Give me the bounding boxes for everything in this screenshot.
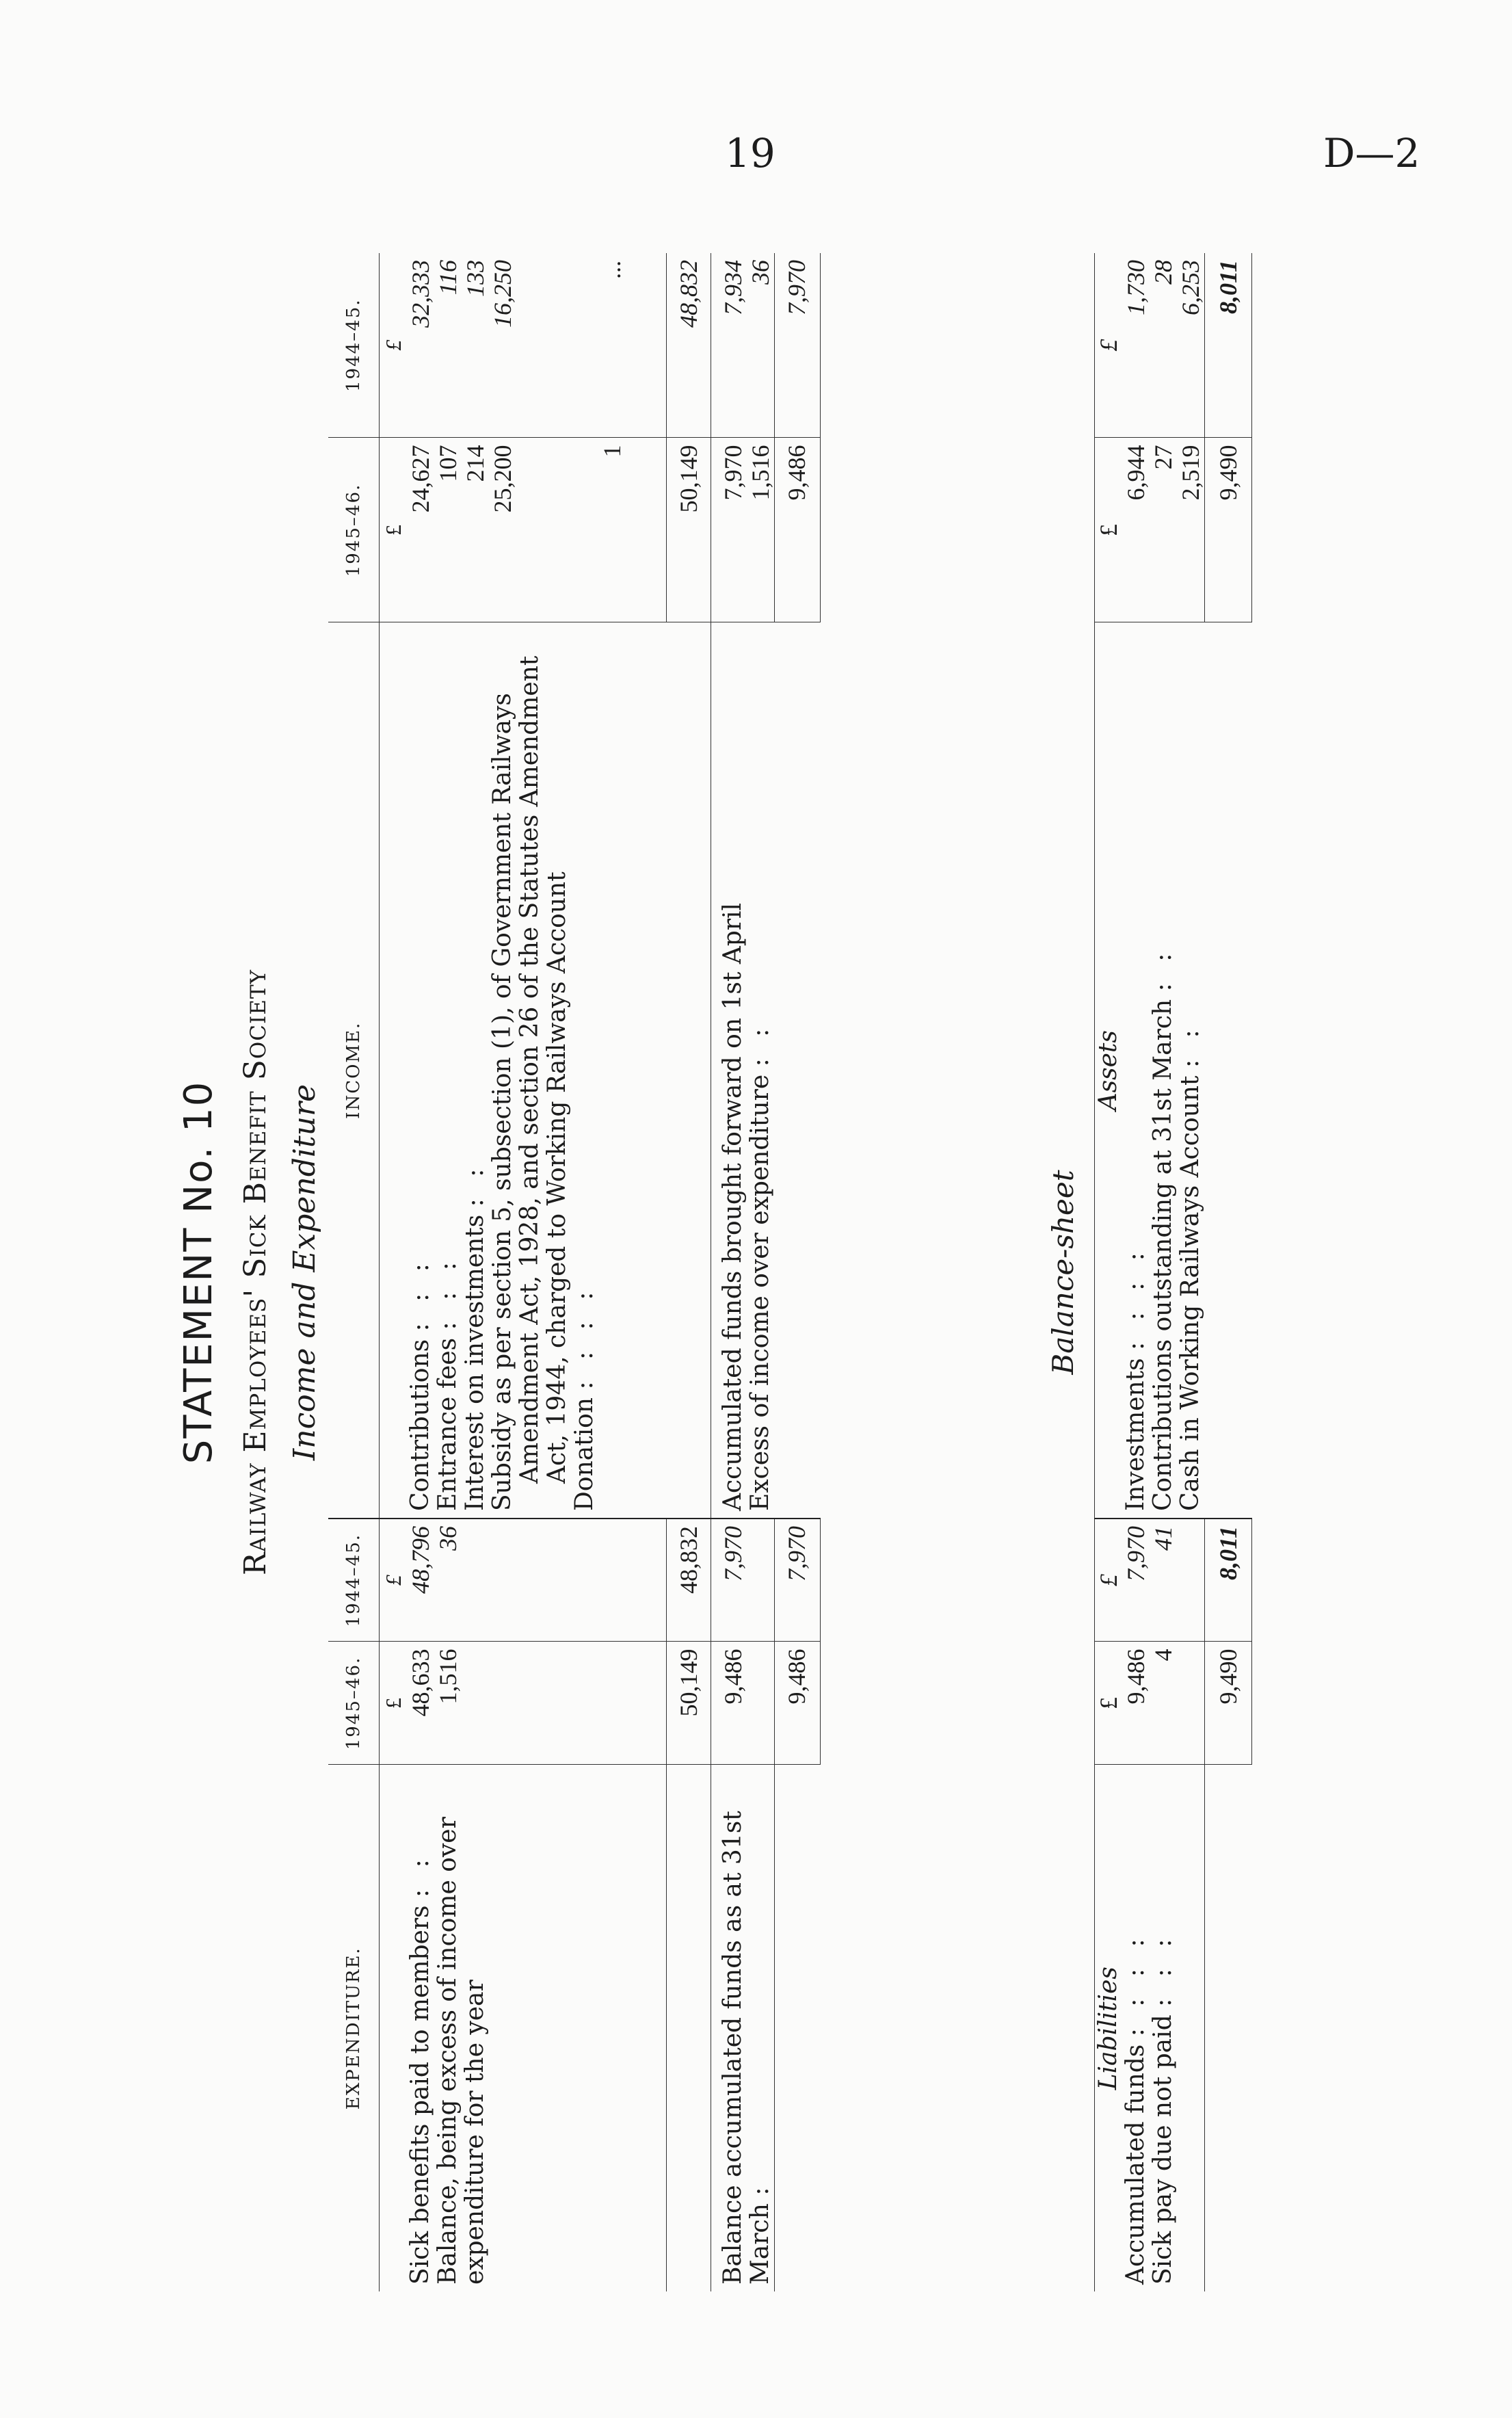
rotated-statement [157, 233, 1375, 2312]
list-item: Excess of income over expenditure : : [746, 1021, 774, 1511]
funds-prior-values: 7,934 36 [711, 253, 775, 438]
liabilities-rows [1122, 1765, 1205, 2291]
currency-symbol: £ [379, 1642, 407, 1765]
liabilities-total-current: 9,490 [1205, 1642, 1252, 1765]
balance-total-prior: 7,970 [775, 1519, 821, 1642]
list-item: Subsidy as per section 5, subsection (1), of Government Railways Amendment Act, 1928, and section 26 of the Statutes Amendment Act, 1944, charged to Working Railways Account [488, 655, 571, 1511]
funds-total-prior: 7,970 [775, 253, 821, 438]
balance-current: 9,486 [711, 1642, 775, 1765]
assets-prior-values: 1,730 28 6,253 [1122, 253, 1205, 438]
income-total-prior: 48,832 [667, 253, 711, 438]
currency-symbol: £ [379, 438, 407, 622]
list-item: Interest on investments : : [460, 1161, 489, 1511]
expenditure-total-current: 50,149 [667, 1642, 711, 1765]
funds-total-current: 9,486 [775, 438, 821, 622]
balance-row-label: Balance accumulated funds as at 31st March : [711, 1765, 775, 2291]
statement-title: STATEMENT No. 10 [176, 1080, 221, 1464]
list-item: Sick pay due not paid : : : [1149, 1932, 1177, 2285]
society-name: Railway Employees' Sick Benefit Society [238, 969, 273, 1575]
page-number: 19 [725, 130, 775, 176]
list-item: Accumulated funds : : : : [1122, 1932, 1150, 2285]
year-prior-header: 1944–45. [328, 253, 379, 438]
list-item: Accumulated funds brought forward on 1st April [719, 902, 747, 1511]
section-title: Income and Expenditure [287, 1083, 322, 1461]
expenditure-header: EXPENDITURE. [328, 1765, 379, 2291]
balance-prior: 7,970 [711, 1519, 775, 1642]
list-item: Contributions : : : [406, 1257, 434, 1511]
income-expenditure-table [328, 253, 821, 2291]
currency-symbol: £ [1095, 1519, 1123, 1642]
currency-symbol: £ [1095, 253, 1123, 438]
currency-symbol: £ [379, 1519, 407, 1642]
list-item: Donation : : : : [570, 1285, 598, 1511]
list-item: Contributions outstanding at 31st March : : [1149, 946, 1177, 1511]
balance-total-current: 9,486 [775, 1642, 821, 1765]
income-header: INCOME. [328, 622, 379, 1519]
list-item: Balance, being excess of income over expenditure for the year [433, 1817, 489, 2285]
expenditure-rows [407, 1765, 667, 2291]
expenditure-prior-values: 48,796 36 [407, 1519, 667, 1642]
year-current-header: 1945–46. [328, 438, 379, 622]
liabilities-header: Liabilities [1095, 1765, 1123, 2291]
assets-header: Assets [1095, 622, 1123, 1519]
balance-sheet-title: Balance-sheet [1046, 1170, 1080, 1375]
list-item: Investments : : : : [1122, 1246, 1150, 1511]
income-prior-values: 32,333 116 133 16,250 ... [407, 253, 667, 438]
funds-current-values: 7,970 1,516 [711, 438, 775, 622]
expenditure-current-values: 48,633 1,516 [407, 1642, 667, 1765]
list-item: Cash in Working Railways Account : : [1176, 1023, 1204, 1511]
liabilities-total-prior: 8,011 [1205, 1519, 1252, 1642]
funds-rows [711, 622, 775, 1519]
list-item: Sick benefits paid to members : : [406, 1852, 434, 2285]
balance-sheet-table [1094, 253, 1252, 2291]
currency-symbol: £ [379, 253, 407, 438]
income-rows [407, 622, 667, 1519]
assets-total-current: 9,490 [1205, 438, 1252, 622]
liabilities-prior-values: 7,970 41 [1122, 1519, 1205, 1642]
expenditure-total-prior: 48,832 [667, 1519, 711, 1642]
assets-total-prior: 8,011 [1205, 253, 1252, 438]
year-current-header: 1945–46. [328, 1642, 379, 1765]
page-reference: D—2 [1323, 130, 1420, 176]
liabilities-current-values: 9,486 4 [1122, 1642, 1205, 1765]
income-total-current: 50,149 [667, 438, 711, 622]
list-item: Entrance fees : : : [433, 1255, 462, 1511]
assets-rows [1122, 622, 1205, 1519]
currency-symbol: £ [1095, 1642, 1123, 1765]
income-current-values: 24,627 107 214 25,200 1 [407, 438, 667, 622]
currency-symbol: £ [1095, 438, 1123, 622]
assets-current-values: 6,944 27 2,519 [1122, 438, 1205, 622]
year-prior-header: 1944–45. [328, 1519, 379, 1642]
